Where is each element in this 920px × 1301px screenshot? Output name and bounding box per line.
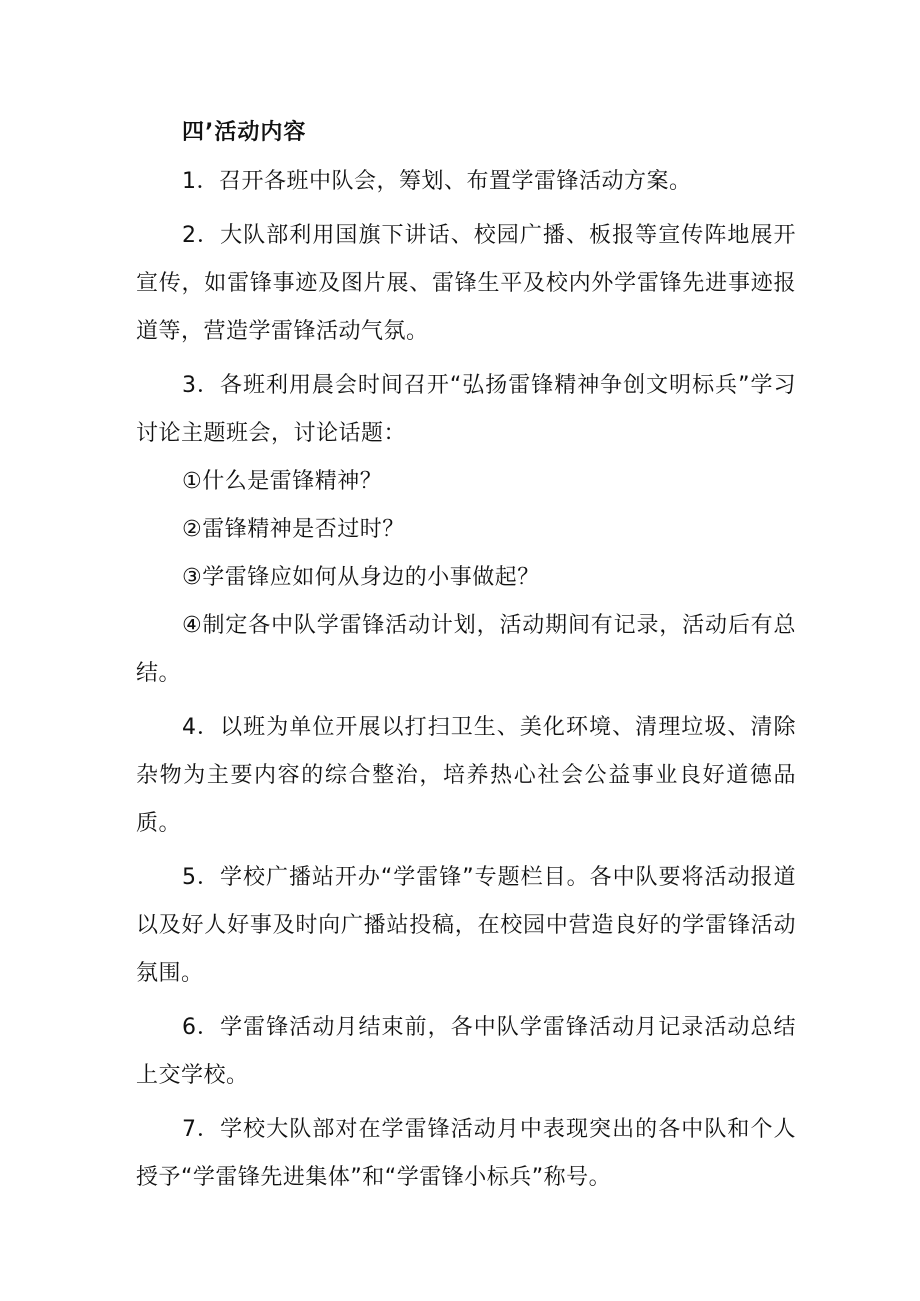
paragraph-item-4: 4．以班为单位开展以打扫卫生、美化环境、清理垃圾、清除杂物为主要内容的综合整治，培养热心社会公益事业良好道德品质。 xyxy=(136,715,796,836)
paragraph-item-1: 1．召开各班中队会，筹划、布置学雷锋活动方案。 xyxy=(182,169,692,194)
document-body xyxy=(136,110,796,1202)
paragraph-item-2: 2．大队部利用国旗下讲话、校园广播、板报等宣传阵地展开宣传，如雷锋事迹及图片展、雷锋生平及校内外学雷锋先进事迹报道等，营造学雷锋活动气氛。 xyxy=(136,223,796,344)
paragraph-item-6: 6．学雷锋活动月结束前，各中队学雷锋活动月记录活动总结上交学校。 xyxy=(136,1015,796,1088)
paragraph-item-7: 7．学校大队部对在学雷锋活动月中表现突出的各中队和个人授予“学雷锋先进集体”和“学雷锋小标兵”称号。 xyxy=(136,1117,796,1190)
paragraph-item-3: 3．各班利用晨会时间召开“弘扬雷锋精神争创文明标兵”学习讨论主题班会，讨论话题： xyxy=(136,373,796,446)
paragraph-item-5: 5．学校广播站开办“学雷锋”专题栏目。各中队要将活动报道以及好人好事及时向广播站投稿，在校园中营造良好的学雷锋活动氛围。 xyxy=(136,865,796,986)
discussion-topic-1: ①什么是雷锋精神？ xyxy=(182,469,383,494)
discussion-topic-2: ②雷锋精神是否过时？ xyxy=(182,517,405,542)
discussion-topic-3: ③学雷锋应如何从身边的小事做起？ xyxy=(182,565,540,590)
discussion-topic-4: ④制定各中队学雷锋活动计划，活动期间有记录，活动后有总结。 xyxy=(136,613,796,686)
section-heading: 四’活动内容 xyxy=(182,120,307,145)
